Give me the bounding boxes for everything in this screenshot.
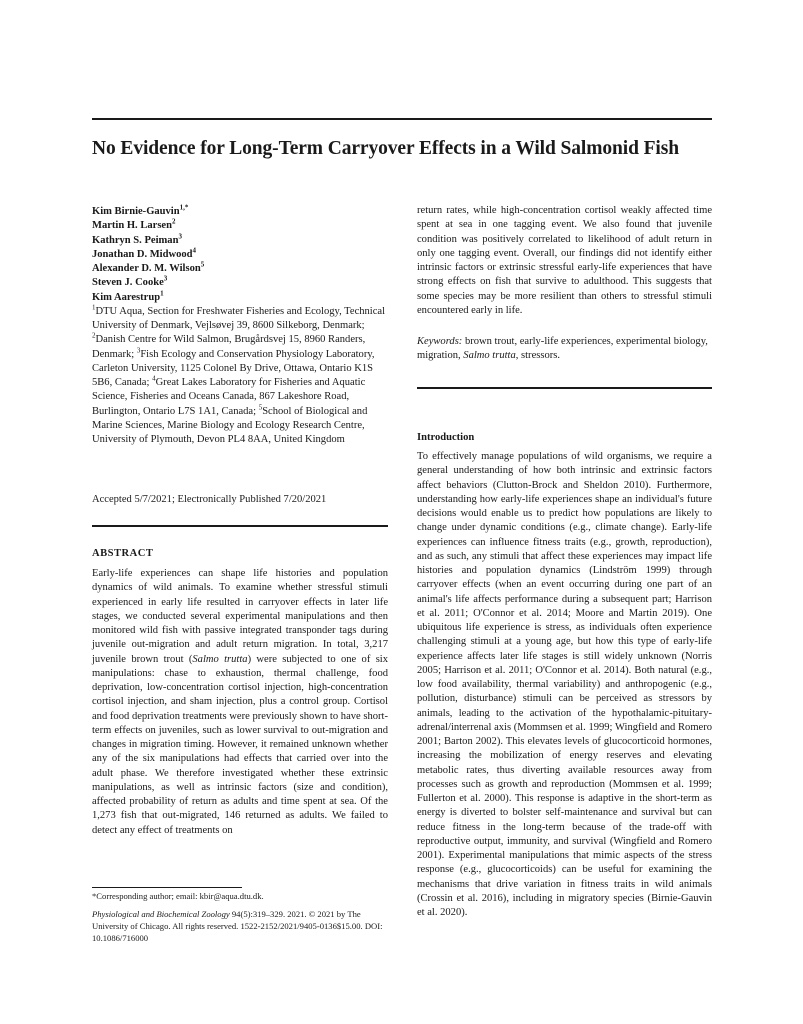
- affiliations: $^1$DTU Aqua, Section for Freshwater Fisheries and Ecology, Technical University of Denmark, Vejlsøvej 39, 8600 Silkeborg, Denmark; $^2$Danish Centre for Wild Salmon, Brugårdsvej 15, 8960 Randers, Denmark; $^3$Fish Ecology and Conservation Physiology Laboratory, Carleton University, 1125 Colonel By Drive, Ottawa, Ontario K1S 5B6, Canada; $^4$Great Lakes Laboratory for Fisheries and Aquatic Science, Fisheries and Oceans Canada, 867 Lakeshore Road, Burlington, Ontario L7S 1A1, Canada; $^5$School of Biological and Marine Sciences, Marine Biology and Ecology Research Centre, University of Plymouth, Devon PL4 8AA, United Kingdom: [92, 303, 386, 445]
- author: Kim Aarestrup$^1$: [92, 288, 164, 303]
- abstract-heading: ABSTRACT: [92, 548, 154, 559]
- introduction-heading: Introduction: [417, 432, 475, 443]
- article-title: No Evidence for Long-Term Carryover Effects in a Wild Salmonid Fish: [92, 138, 679, 159]
- authors-block: [92, 205, 388, 447]
- top-rule: [92, 118, 712, 120]
- footnote-rule: [92, 887, 242, 888]
- abstract-text: Early-life experiences can shape life histories and population dynamics of wild animals. To examine whether stressful stimuli experienced in early life resulted in carryover effects in later life stages, we conducted several experimental manipulations and then monitored wild fish with passive integrated transponder tags during juvenile out-migration and adult return migration. In total, 3,217 juvenile brown trout (Salmo trutta) were subjected to one of six manipulations: chase to exhaustion, thermal challenge, food deprivation, low-concentration cortisol injection, high-concentration cortisol injection, and sham injection, plus a control group. Cortisol and food deprivation treatments were previously shown to have short-term effects on juveniles, such as lower survival to out-migration and changes in migration timing. However, it remained unknown whether any of the six manipulations had effects that carried over into the adult phase. We therefore investigated whether these extrinsic manipulations, as well as intrinsic factors (size and condition), affected probability of return as adults and time spent at sea. Of the 1,273 fish that out-migrated, 146 returned as adults. We failed to detect any effect of treatments on: [92, 568, 388, 836]
- keywords-rule: [417, 387, 712, 389]
- accepted-date: Accepted 5/7/2021; Electronically Published 7/20/2021: [92, 494, 327, 505]
- author: Jonathan D. Midwood$^4$: [92, 246, 197, 260]
- author: Alexander D. M. Wilson$^5$: [92, 260, 205, 274]
- author: Steven J. Cooke$^3$: [92, 274, 168, 289]
- author: Martin H. Larsen$^2$: [92, 217, 176, 232]
- author: Kathryn S. Peiman$^3$: [92, 231, 182, 246]
- corresponding-author-footnote: *Corresponding author; email: kbir@aqua.dtu.dk.: [92, 891, 264, 901]
- introduction-text: To effectively manage populations of wild organisms, we require a general understanding of how both intrinsic and extrinsic factors affect behaviors (Clutton-Brock and Sheldon 2010). Furthermore, understanding how early-life experiences shape an individual's future decisions would enable us to predict how populations are likely to change under dynamic conditions (e.g., climate change). Early-life experiences can influence fitness traits (e.g., growth, reproduction), and as such, any stimuli that affect these experiences may impact life histories and population dynamics (Lindström 1999) through carryover effects (when an event occurring during one part of an animal's life affects performance during a subsequent part; Harrison et al. 2011; O'Connor et al. 2014; Moore and Martin 2019). One ubiquitous life experience is stress, as individuals often experience challenging stimuli at a young age, but how this type of early-life experience affects later life stages is still widely unknown (Norris 2005; Harrison et al. 2011; O'Connor et al. 2014). Both natural (e.g., low food availability, thermal variability) and anthropogenic (e.g., pollution, disturbance) stimuli can be perceived as stressors by animals, leading to the activation of the hypothalamic-pituitary-adrenal/interrenal axis (Mommsen et al. 1999; Wingfield and Romero 2001; Barton 2002). This elevates levels of glucocorticoid hormones, increasing the mobilization of energy reserves and elevating metabolic rates, thus diverting available resources away from processes such as growth and reproduction (Mommsen et al. 1999; Fullerton et al. 2000). This response is adaptive in the short-term as energy is diverted to bolster self-maintenance and survival but can reduce fitness in the long-term because of the trade-off with reproductive output, immunity, and survival (Wingfield and Romero 2001). Experimental manipulations that mimic aspects of the stress response (e.g., glucocorticoids) can be useful for examining the mechanisms that drive variation in fitness traits in wild animals (Crossin et al. 2016), including in migratory species (Birnie-Gauvin et al. 2020).: [417, 451, 712, 918]
- abstract-continued: return rates, while high-concentration cortisol weakly affected time spent at sea in one tagging event. We also found that juvenile condition was positively correlated to likelihood of adult return in only one tagging event. Overall, our findings did not identify either intrinsic factors or extrinsic stressful early-life experiences that have strong effects on fish that survive to adulthood. This suggests that some species may be more resilient than others to stressful stimuli encountered early in life.: [417, 205, 712, 316]
- abstract-rule: [92, 525, 388, 527]
- journal-citation: Physiological and Biochemical Zoology 94(5):319–329. 2021. © 2021 by The University of Chicago. All rights reserved. 1522-2152/2021/9405-0136$15.00. DOI: 10.1086/716000: [92, 909, 383, 943]
- author: Kim Birnie-Gauvin$^{1,*}$: [92, 203, 189, 217]
- keywords: Keywords: brown trout, early-life experiences, experimental biology, migration, Salmo trutta, stressors.: [417, 336, 708, 362]
